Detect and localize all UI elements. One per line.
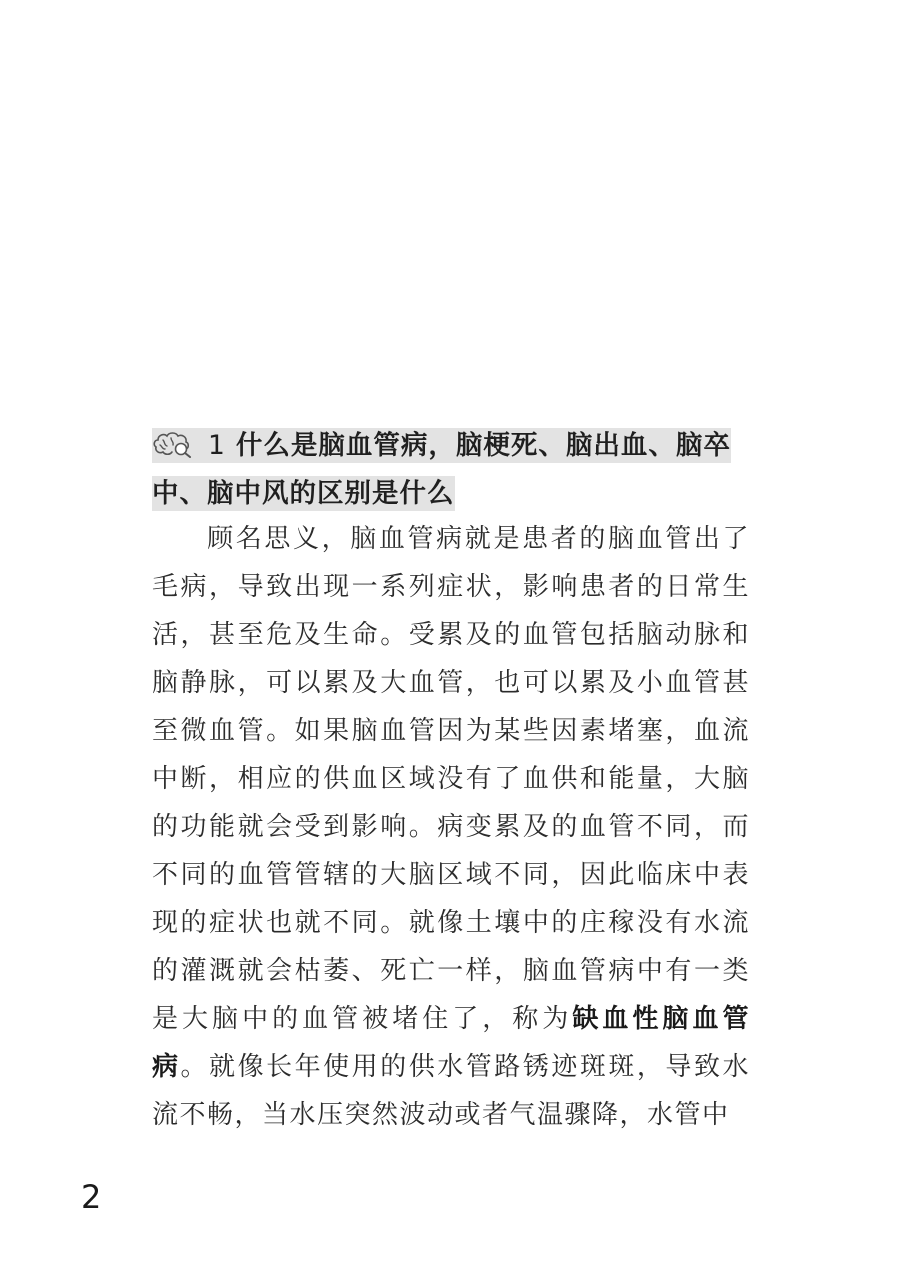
page-number: 2 [81,1178,102,1216]
section-number: 1 [208,430,226,461]
section-heading-highlight [152,428,731,511]
brain-magnifier-icon [152,430,194,458]
bold-term: 缺血性脑血管病 [152,1004,750,1082]
body-paragraph [152,515,750,1139]
paragraph-text-end: 。就像长年使用的供水管路锈迹斑斑，导致水流不畅，当水压突然波动或者气温骤降，水管中 [152,1052,750,1130]
section-title: 什么是脑血管病，脑梗死、脑出血、脑卒中、脑中风的区别是什么 [152,430,731,509]
paragraph-text-start: 顾名思义，脑血管病就是患者的脑血管出了毛病，导致出现一系列症状，影响患者的日常生活，甚至危及生命。受累及的血管包括脑动脉和脑静脉，可以累及大血管，也可以累及小血管甚至微血管。如果脑血管因为某些因素堵塞，血流中断，相应的供血区域没有了血供和能量，大脑的功能就会受到影响。病变累及的血管不同，而不同的血管管辖的大脑区域不同，因此临床中表现的症状也就不同。就像土壤中的庄稼没有水流的灌溉就会枯萎、死亡一样，脑血管病中有一类是大脑中的血管被堵住了，称为 [152,524,750,1034]
section-heading [152,422,750,518]
